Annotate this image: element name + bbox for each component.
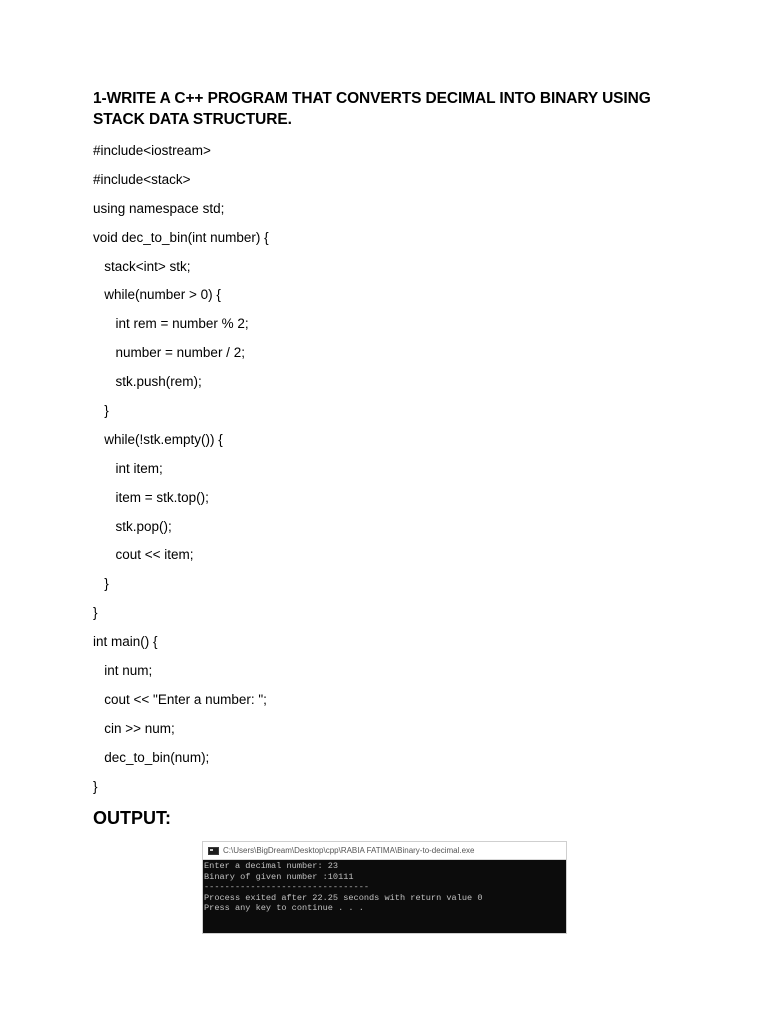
console-output	[203, 860, 566, 914]
console-line: --------------------------------	[204, 882, 370, 893]
console-title: C:\Users\BigDream\Desktop\cpp\RABIA FATIMA\Binary-to-decimal.exe	[223, 846, 475, 855]
code-line: while(number > 0) {	[93, 287, 221, 303]
code-line: using namespace std;	[93, 200, 225, 216]
code-line: stk.push(rem);	[93, 374, 202, 390]
code-line: dec_to_bin(num);	[93, 749, 210, 765]
code-line: }	[93, 778, 98, 794]
console-line: Enter a decimal number: 23	[204, 861, 339, 871]
console-line: Binary of given number :10111	[204, 871, 354, 882]
console-line: Press any key to continue . . .	[204, 903, 364, 914]
code-line: int rem = number % 2;	[93, 316, 249, 332]
code-line: number = number / 2;	[93, 345, 245, 361]
code-line: cout << "Enter a number: ";	[93, 691, 267, 707]
console-titlebar	[203, 842, 566, 860]
code-line: int item;	[93, 460, 163, 476]
code-line: cout << item;	[93, 547, 194, 563]
code-line: }	[93, 403, 109, 419]
console-window-icon	[208, 847, 219, 855]
code-line: stack<int> stk;	[93, 258, 191, 274]
code-line: }	[93, 605, 98, 621]
code-listing	[93, 141, 693, 805]
code-line: int num;	[93, 663, 153, 679]
code-line: #include<iostream>	[93, 143, 211, 158]
code-line: while(!stk.empty()) {	[93, 431, 223, 447]
console-screenshot	[203, 842, 566, 933]
question-heading: 1-WRITE A C++ PROGRAM THAT CONVERTS DECIMAL INTO BINARY USING STACK DATA STRUCTURE.	[93, 90, 651, 128]
output-label: OUTPUT:	[93, 808, 171, 828]
code-line: int main() {	[93, 634, 158, 650]
code-line: stk.pop();	[93, 518, 172, 534]
code-line: cin >> num;	[93, 720, 175, 736]
code-line: }	[93, 576, 109, 592]
code-line: item = stk.top();	[93, 489, 209, 505]
console-line: Process exited after 22.25 seconds with return value 0	[204, 892, 483, 903]
code-line: void dec_to_bin(int number) {	[93, 229, 269, 245]
code-line: #include<stack>	[93, 171, 191, 187]
